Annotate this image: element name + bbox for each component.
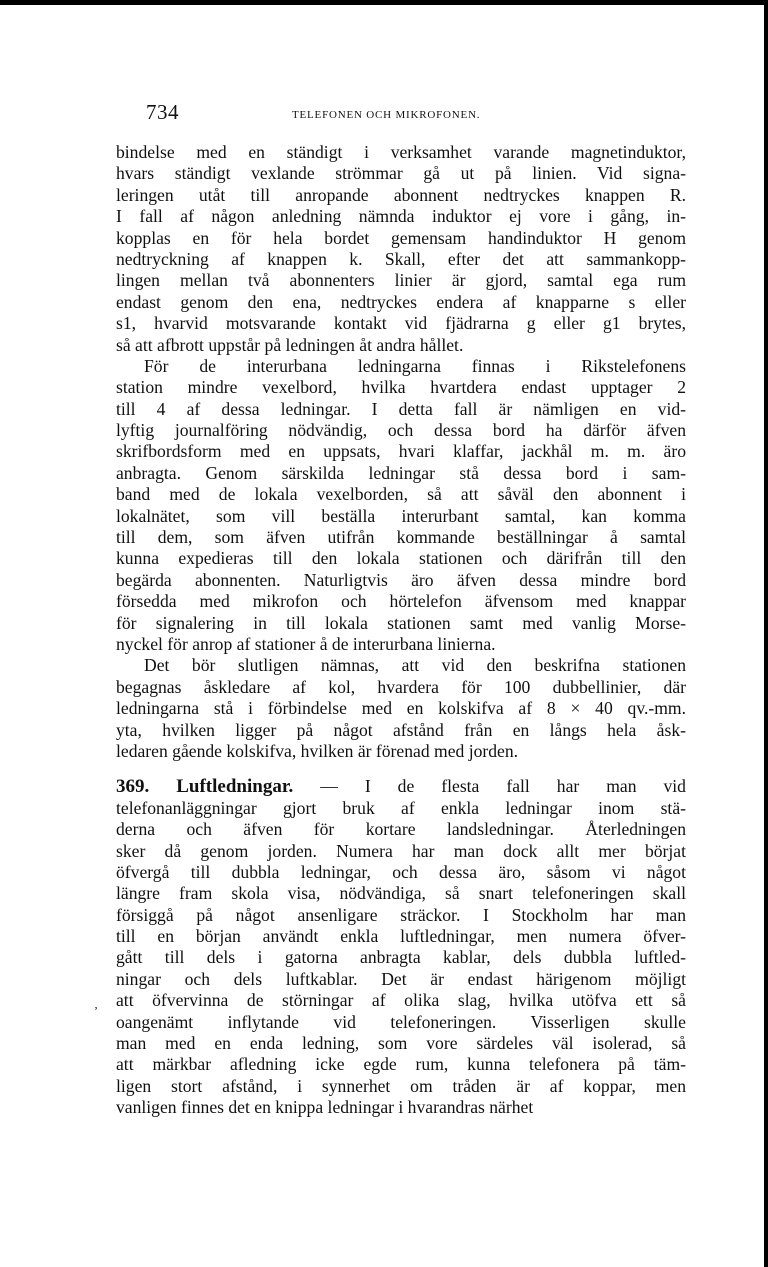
paragraph-3: [116, 655, 686, 762]
text-line: band med de lokala vexelborden, så att såväl den abonnent i: [116, 484, 686, 505]
text-line: öfvergå till dubbla ledningar, och dessa äro, såsom vi något: [116, 861, 686, 882]
text-line: ledningarna stå i förbindelse med en kolskifva af 8 × 40 qv.-mm.: [116, 698, 686, 719]
text-line: ningar och dels luftkablar. Det är endast härigenom möjligt: [116, 968, 686, 989]
text-line: nyckel för anrop af stationer å de interurbana linierna.: [116, 633, 496, 654]
text-line: endast genom den ena, nedtryckes endera af knapparne s eller: [116, 291, 686, 312]
body-text: [116, 142, 686, 1119]
text-line: station mindre vexelbord, hvilka hvartdera endast upptager 2: [116, 377, 686, 398]
text-line: att öfvervinna de störningar af olika slag, hvilka utöfva ett så: [116, 990, 686, 1011]
text-line: lyftig journalföring nödvändig, och dessa bord ha därför äfven: [116, 420, 686, 441]
scan-border-top: [0, 0, 768, 5]
text-line: kunna expedieras till den lokala stationen och därifrån till den: [116, 548, 686, 569]
text-line: s1, hvarvid motsvarande kontakt vid fjädrarna g eller g1 brytes,: [116, 313, 686, 334]
text-line: För de interurbana ledningarna finnas i Rikstelefonens: [144, 355, 686, 376]
text-line: sker då genom jorden. Numera har man dock allt mer börjat: [116, 840, 686, 861]
text-line: längre fram skola visa, nödvändiga, så snart telefoneringen skall: [116, 883, 686, 904]
text-line: för signalering in till lokala stationen samt med vanlig Morse-: [116, 612, 686, 633]
text-line: oangenämt inflytande vid telefoneringen. Visserligen skulle: [116, 1011, 686, 1032]
text-line: till dem, som äfven utifrån kommande beställningar å samtal: [116, 527, 686, 548]
text-line: vanligen finnes det en knippa ledningar i hvarandras närhet: [116, 1097, 534, 1118]
section-number: 369.: [116, 776, 150, 798]
running-title: TELEFONEN OCH MIKROFONEN.: [292, 109, 481, 121]
text-line: derna och äfven för kortare landsledningar. Återledningen: [116, 819, 686, 840]
margin-mark: ‚: [94, 997, 98, 1011]
text-line: begagnas åskledare af kol, hvardera för 100 dubbellinier, där: [116, 676, 686, 697]
page-number: 734: [146, 100, 179, 124]
text-line: gått till dels i gatorna anbragta kablar, dels dubbla luftled-: [116, 947, 686, 968]
text-line: till en början användt enkla luftledningar, men numera öfver-: [116, 926, 686, 947]
text-line: kopplas en för hela bordet gemensam handinduktor H genom: [116, 227, 686, 248]
text-line: telefonanläggningar gjort bruk af enkla ledningar inom stä-: [116, 797, 686, 818]
text-line: skrifbordsform med en uppsats, hvari klaffar, jackhål m. m. äro: [116, 441, 686, 462]
text-line: lingen mellan två abonnenters linier är gjord, samtal ega rum: [116, 270, 686, 291]
text-line: Det bör slutligen nämnas, att vid den beskrifna stationen: [144, 655, 686, 676]
text-line: så att afbrott uppstår på ledningen åt andra hållet.: [116, 334, 464, 355]
paragraph-1: [116, 142, 686, 356]
text-line: att märkbar afledning icke egde rum, kunna telefonera på täm-: [116, 1054, 686, 1075]
text-line: lokalnätet, som vill beställa interurbant samtal, kan komma: [116, 505, 686, 526]
text-line: försiggå på något ansenligare sträckor. I Stockholm har man: [116, 904, 686, 925]
text-line: yta, hvilken ligger på något afstånd från en långs hela åsk-: [116, 719, 686, 740]
section-body: [116, 798, 686, 1119]
section-first-line: — I de flesta fall har man vid: [320, 776, 686, 797]
text-line: hvars ständigt vexlande strömmar gå ut på linien. Vid signa-: [116, 163, 686, 184]
paragraph-2: [116, 356, 686, 655]
text-line: leringen utåt till anropande abonnent nedtryckes knappen R.: [116, 184, 686, 205]
text-line: nedtryckning af knappen k. Skall, efter det att sammankopp-: [116, 248, 686, 269]
text-line: I fall af någon anledning nämnda induktor ej vore i gång, in-: [116, 206, 686, 227]
section-title: Luftledningar.: [176, 776, 294, 798]
text-line: till 4 af dessa ledningar. I detta fall är nämligen en vid-: [116, 398, 686, 419]
scan-border-right: [764, 0, 768, 1267]
text-line: ligen stort afstånd, i synnerhet om tråden är af koppar, men: [116, 1075, 686, 1096]
text-line: anbragta. Genom särskilda ledningar stå dessa bord i sam-: [116, 462, 686, 483]
text-line: ledaren gående kolskifva, hvilken är förenad med jorden.: [116, 740, 519, 761]
text-line: bindelse med en ständigt i verksamhet varande magnetinduktor,: [116, 142, 686, 162]
text-line: försedda med mikrofon och hörtelefon äfvensom med knappar: [116, 591, 686, 612]
text-line: man med en enda ledning, som vore särdeles väl isolerad, så: [116, 1033, 686, 1054]
section-heading-line: [116, 776, 686, 797]
text-line: begärda abonnenten. Naturligtvis äro äfven dessa mindre bord: [116, 569, 686, 590]
section-369: [116, 776, 686, 1118]
